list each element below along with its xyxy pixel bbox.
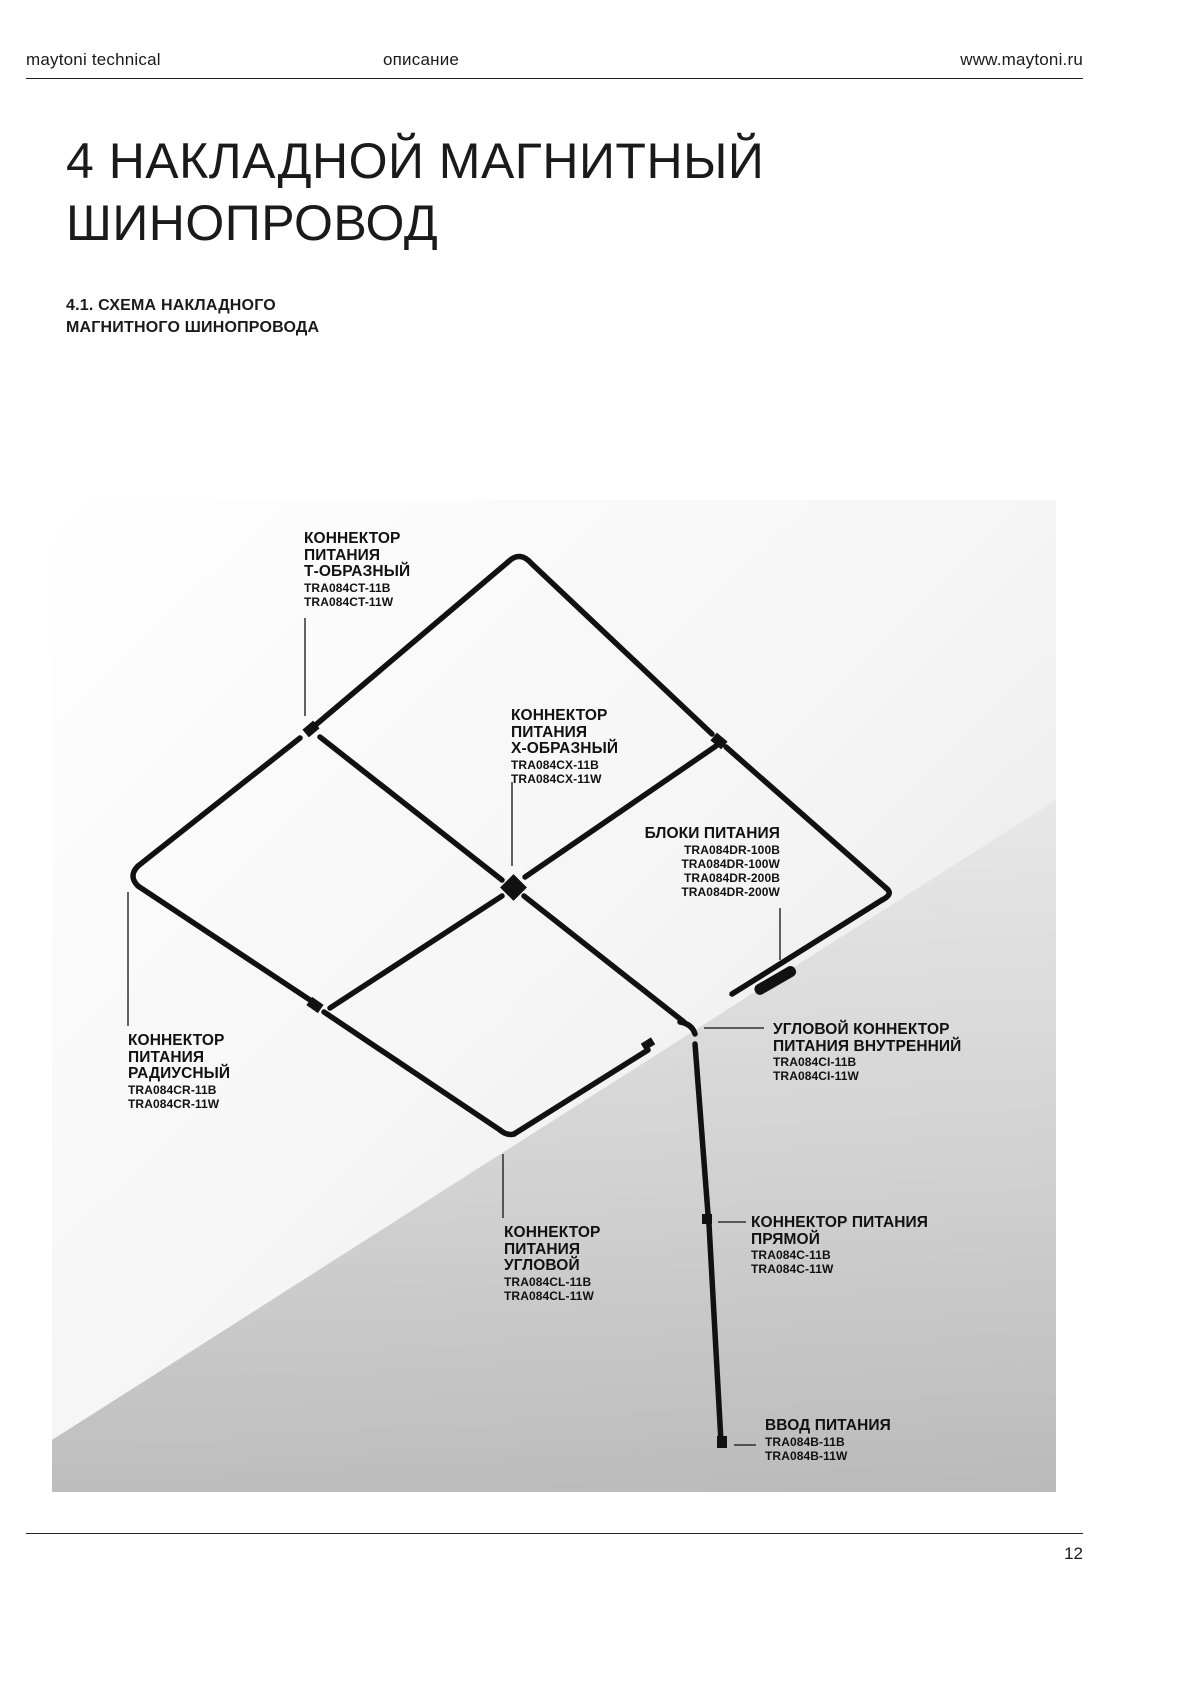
- callout-t-connector: [304, 531, 410, 609]
- callout-corner-connector-name1: КОННЕКТОР: [504, 1224, 601, 1241]
- callout-x-connector-name2: ПИТАНИЯ: [511, 723, 588, 741]
- callout-inner-corner-code: TRA084CI-11W: [773, 1069, 859, 1083]
- callout-radius-connector-name3: РАДИУСНЫЙ: [128, 1065, 231, 1082]
- header-divider: [26, 78, 1083, 79]
- footer-divider: [26, 1533, 1083, 1534]
- callout-power-supplies-code: TRA084DR-200B: [684, 870, 780, 885]
- straight-connector-body: [702, 1214, 712, 1224]
- callout-power-supplies-code: TRA084DR-100W: [681, 856, 780, 871]
- callout-x-connector-name3: Х-ОБРАЗНЫЙ: [511, 740, 619, 757]
- callout-power-supplies: [612, 826, 780, 899]
- callout-power-supplies-name: БЛОКИ ПИТАНИЯ: [644, 825, 780, 842]
- callout-x-connector: [511, 708, 618, 786]
- section-subtitle: [66, 295, 319, 339]
- page-title-line1: 4 НАКЛАДНОЙ МАГНИТНЫЙ: [66, 133, 765, 189]
- callout-straight-connector-code: TRA084C-11B: [751, 1248, 831, 1262]
- page-title: [66, 130, 764, 254]
- section-subtitle-line2: МАГНИТНОГО ШИНОПРОВОДА: [66, 319, 320, 336]
- callout-power-input-code: TRA084B-11W: [765, 1448, 848, 1463]
- callout-inner-corner-name2: ПИТАНИЯ ВНУТРЕННИЙ: [773, 1037, 962, 1055]
- callout-inner-corner-code: TRA084CI-11B: [773, 1055, 857, 1069]
- power-input-body: [717, 1436, 727, 1448]
- website-link[interactable]: www.maytoni.ru: [960, 50, 1083, 69]
- callout-corner-connector-name3: УГЛОВОЙ: [504, 1257, 580, 1274]
- callout-x-connector-name1: КОННЕКТОР: [511, 707, 608, 724]
- callout-radius-connector-name2: ПИТАНИЯ: [128, 1048, 205, 1066]
- diagram-graphic: [52, 500, 1056, 1492]
- callout-power-supplies-code: TRA084DR-100B: [684, 842, 780, 857]
- callout-t-connector-name1: КОННЕКТОР: [304, 530, 401, 547]
- callout-radius-connector-code: TRA084CR-11W: [128, 1096, 220, 1111]
- callout-straight-connector: [751, 1215, 928, 1276]
- callout-x-connector-code: TRA084CX-11W: [511, 771, 602, 786]
- section-label: описание: [383, 50, 460, 69]
- callout-corner-connector-name2: ПИТАНИЯ: [504, 1240, 581, 1258]
- callout-radius-connector: [128, 1033, 230, 1111]
- callout-corner-connector-code: TRA084CL-11B: [504, 1274, 592, 1289]
- track-system-diagram: [52, 500, 1056, 1492]
- callout-straight-connector-name2: ПРЯМОЙ: [751, 1230, 820, 1248]
- callout-t-connector-name3: Т-ОБРАЗНЫЙ: [304, 563, 411, 580]
- callout-power-input-code: TRA084B-11B: [765, 1434, 845, 1449]
- callout-radius-connector-code: TRA084CR-11B: [128, 1082, 217, 1097]
- callout-straight-connector-code: TRA084C-11W: [751, 1262, 834, 1276]
- page-title-line2: ШИНОПРОВОД: [66, 195, 439, 251]
- callout-corner-connector: [504, 1225, 600, 1303]
- callout-corner-connector-code: TRA084CL-11W: [504, 1288, 594, 1303]
- callout-t-connector-name2: ПИТАНИЯ: [304, 546, 381, 564]
- callout-power-input: [765, 1418, 891, 1463]
- callout-straight-connector-name1: КОННЕКТОР ПИТАНИЯ: [751, 1214, 929, 1231]
- callout-radius-connector-name1: КОННЕКТОР: [128, 1032, 225, 1049]
- brand-label: maytoni technical: [26, 50, 161, 69]
- callout-inner-corner-name1: УГЛОВОЙ КОННЕКТОР: [773, 1021, 950, 1038]
- callout-power-input-name: ВВОД ПИТАНИЯ: [765, 1417, 891, 1434]
- callout-inner-corner-connector: [773, 1022, 961, 1083]
- callout-t-connector-code: TRA084CT-11W: [304, 594, 394, 609]
- section-subtitle-line1: 4.1. СХЕМА НАКЛАДНОГО: [66, 297, 276, 314]
- page-number: 12: [1064, 1544, 1083, 1563]
- callout-t-connector-code: TRA084CT-11B: [304, 580, 391, 595]
- callout-power-supplies-code: TRA084DR-200W: [681, 884, 780, 899]
- callout-x-connector-code: TRA084CX-11B: [511, 757, 599, 772]
